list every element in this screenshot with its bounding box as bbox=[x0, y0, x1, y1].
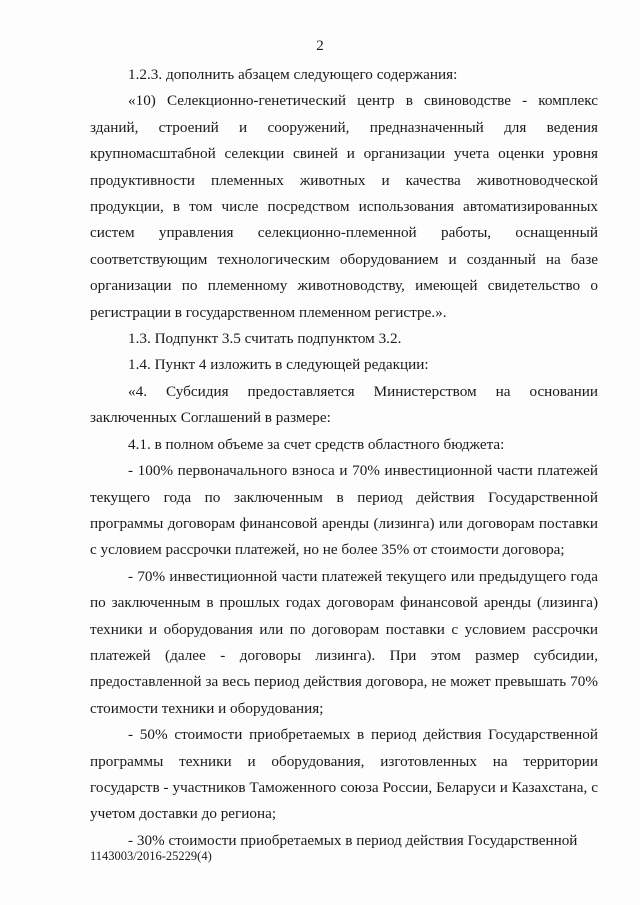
page-number: 2 bbox=[316, 38, 324, 54]
paragraph-1-4: 1.4. Пункт 4 изложить в следующей редакции: bbox=[128, 356, 429, 374]
paragraph-point-4: «4. Субсидия предоставляется Министерством на основании заключенных Соглашений в размере: bbox=[90, 382, 598, 427]
list-item-50-percent: - 50% стоимости приобретаемых в период действия Государственной программы техники и оборудования, изготовленных на территории государств - участников Таможенного союза России, Беларуси и Казахстана, с учетом доставки до региона; bbox=[90, 726, 598, 823]
paragraph-1-2-3: 1.2.3. дополнить абзацем следующего содержания: bbox=[128, 66, 458, 83]
document-code: 1143003/2016-25229(4) bbox=[90, 849, 212, 863]
list-item-70-percent: - 70% инвестиционной части платежей текущего или предыдущего года по заключенным в прошлых годах договорам финансовой аренды (лизинга) техники и оборудования или по договорам поставки с условием рассрочки платежей (далее - договоры лизинга). При этом размер субсидии, предоставленной за весь период действия договора, не может превышать 70% стоимости техники и оборудования; bbox=[90, 567, 598, 717]
document-body bbox=[90, 62, 598, 854]
paragraph-1-3: 1.3. Подпункт 3.5 считать подпунктом 3.2. bbox=[128, 330, 402, 348]
paragraph-definition-10: «10) Селекционно-генетический центр в свиноводстве - комплекс зданий, строений и сооружений, предназначенный для ведения крупномасштабной селекции свиней и организации учета оценки уровня продуктивности племенных животных и качества животноводческой продукции, в том числе посредством использования автоматизированных систем управления селекционно-племенной работы, оснащенный соответствующим технологическим оборудованием и созданный на базе организации по племенному животноводству, имеющей свидетельство о регистрации в государственном племенном регистре.». bbox=[90, 92, 598, 321]
list-item-30-percent: - 30% стоимости приобретаемых в период действия Государственной bbox=[128, 831, 578, 849]
list-item-100-percent: - 100% первоначального взноса и 70% инвестиционной части платежей текущего года по заключенным в период действия Государственной программы договорам финансовой аренды (лизинга) или договорам поставки с условием рассрочки платежей, но не более 35% от стоимости договора; bbox=[90, 462, 598, 559]
paragraph-4-1: 4.1. в полном объеме за счет средств областного бюджета: bbox=[128, 435, 505, 453]
